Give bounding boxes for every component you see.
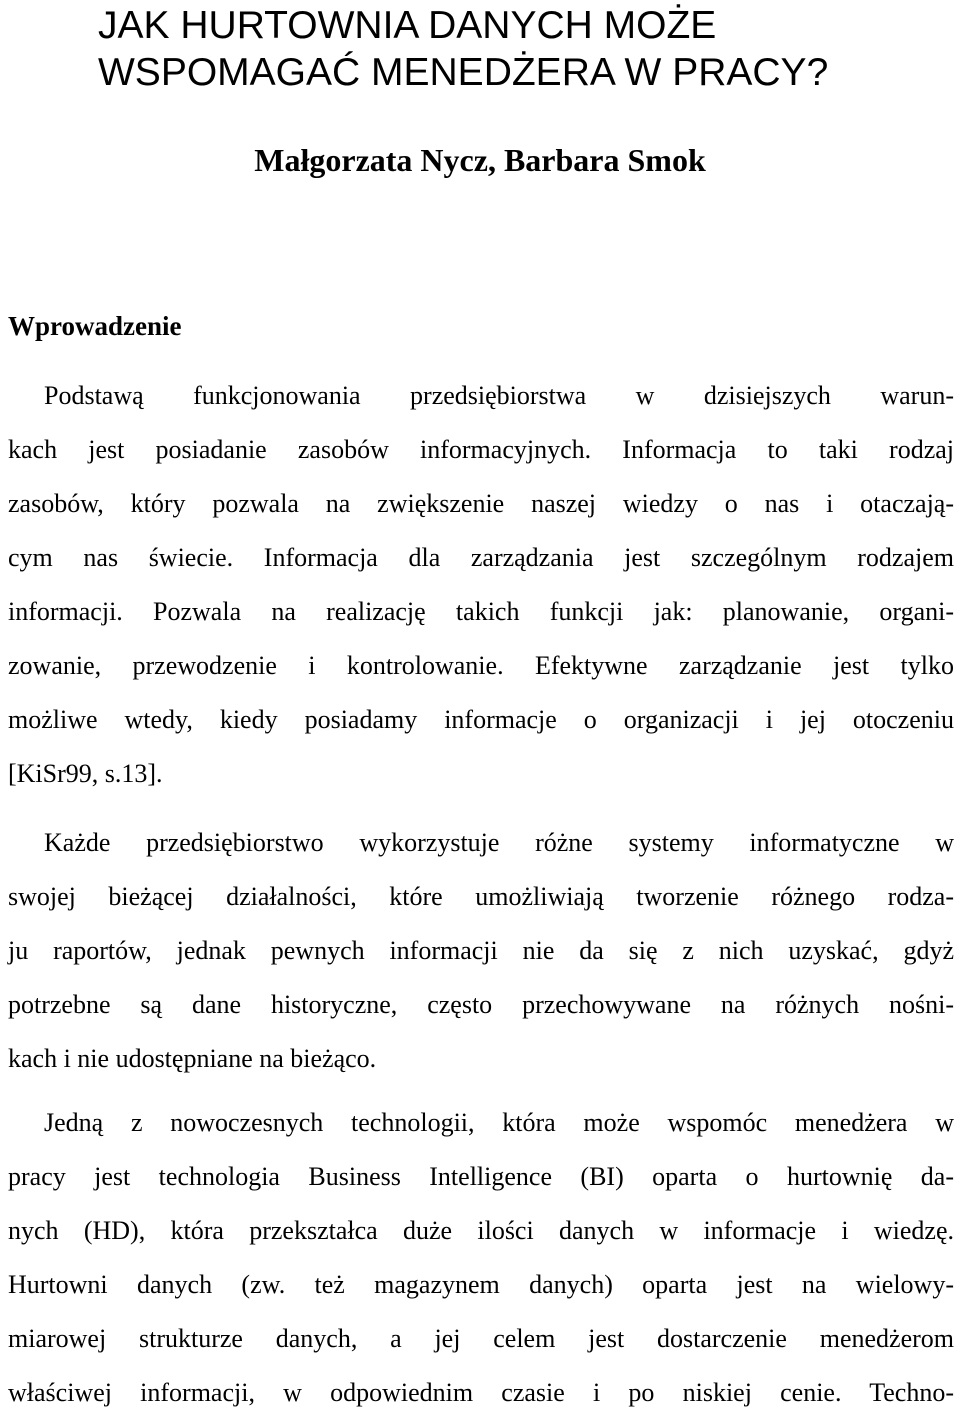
paragraph-line: kach jest posiadanie zasobów informacyjnych. Informacja to taki rodzaj: [8, 435, 954, 464]
paragraph-line: nych (HD), która przekształca duże ilości danych w informacje i wiedzę.: [8, 1216, 954, 1245]
paragraph-line: Hurtowni danych (zw. też magazynem danych) oparta jest na wielowy-: [8, 1270, 954, 1299]
paragraph-line: miarowej strukturze danych, a jej celem jest dostarczenie menedżerom: [8, 1324, 954, 1353]
paragraph-line: Każde przedsiębiorstwo wykorzystuje różne systemy informatyczne w: [44, 828, 954, 857]
paragraph-line: [KiSr99, s.13].: [8, 759, 163, 788]
paragraph-line: możliwe wtedy, kiedy posiadamy informacje o organizacji i jej otoczeniu: [8, 705, 954, 734]
paragraph-line: kach i nie udostępniane na bieżąco.: [8, 1044, 377, 1073]
paragraph-line: swojej bieżącej działalności, które umożliwiają tworzenie różnego rodza-: [8, 882, 954, 911]
paragraph-line: właściwej informacji, w odpowiednim czasie i po niskiej cenie. Techno-: [8, 1378, 954, 1407]
paragraph-line: cym nas świecie. Informacja dla zarządzania jest szczególnym rodzajem: [8, 543, 954, 572]
title-line-2: WSPOMAGAĆ MENEDŻERA W PRACY?: [98, 51, 829, 94]
paragraph-line: pracy jest technologia Business Intelligence (BI) oparta o hurtownię da-: [8, 1162, 954, 1191]
authors: Małgorzata Nycz, Barbara Smok: [254, 142, 706, 178]
paragraph-line: informacji. Pozwala na realizację takich funkcji jak: planowanie, organi-: [8, 597, 954, 626]
paragraph-line: zowanie, przewodzenie i kontrolowanie. Efektywne zarządzanie jest tylko: [8, 651, 954, 680]
paragraph-line: potrzebne są dane historyczne, często przechowywane na różnych nośni-: [8, 990, 954, 1019]
title-line-1: JAK HURTOWNIA DANYCH MOŻE: [98, 4, 717, 47]
document-title: [98, 2, 828, 96]
paragraph-line: Podstawą funkcjonowania przedsiębiorstwa w dzisiejszych warun-: [44, 381, 954, 410]
paragraph-line: Jedną z nowoczesnych technologii, która może wspomóc menedżera w: [44, 1108, 954, 1137]
section-heading: Wprowadzenie: [8, 311, 182, 341]
paragraph-line: zasobów, który pozwala na zwiększenie naszej wiedzy o nas i otaczają-: [8, 489, 954, 518]
paragraph-line: ju raportów, jednak pewnych informacji nie da się z nich uzyskać, gdyż: [8, 936, 954, 965]
